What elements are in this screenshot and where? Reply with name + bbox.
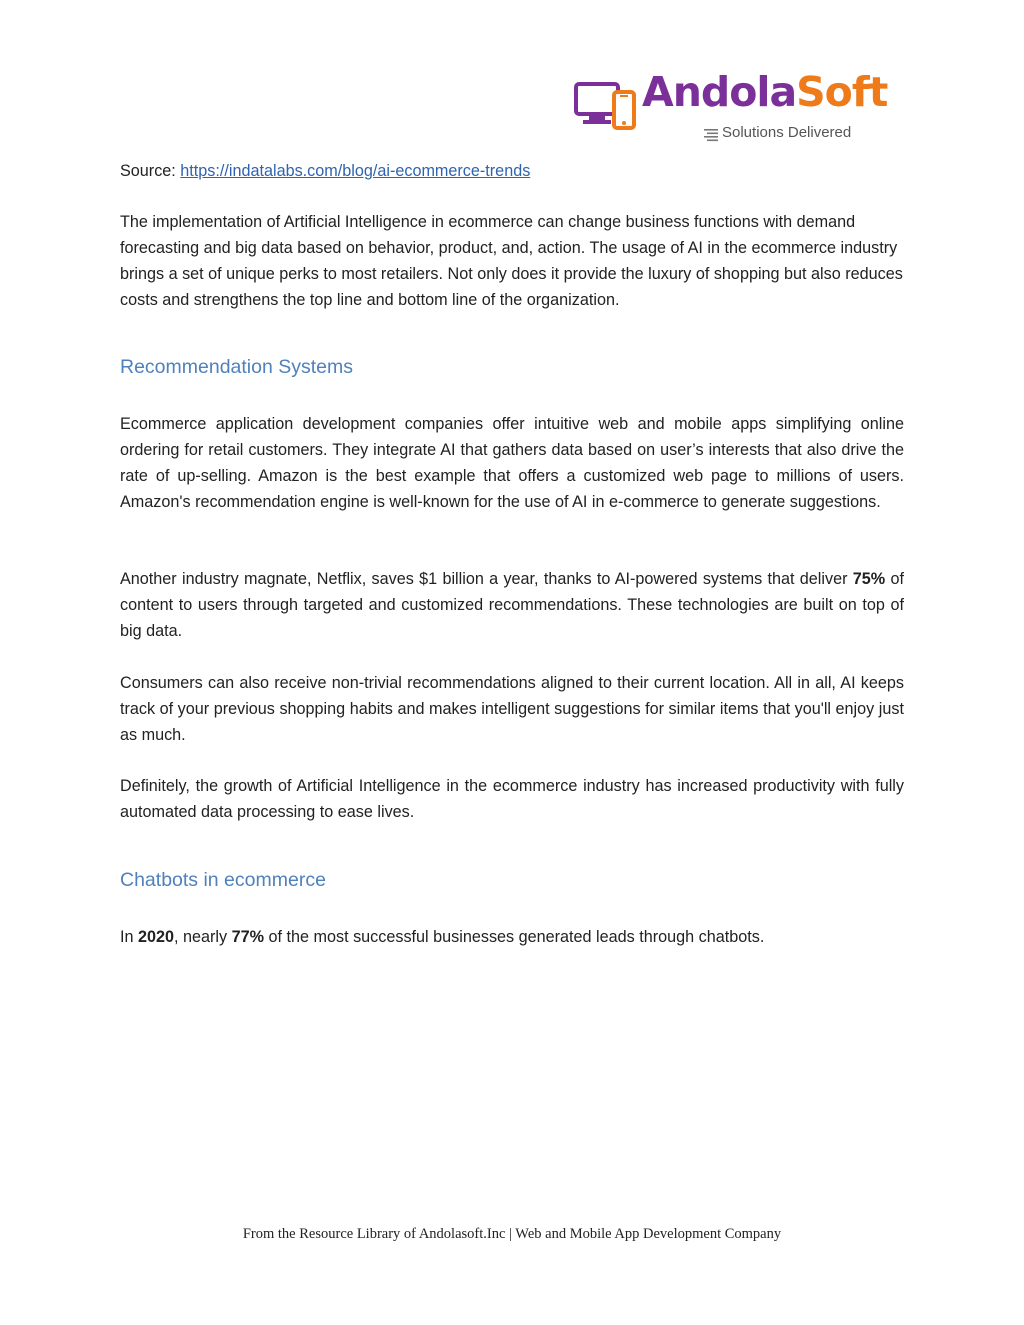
recommendation-paragraph-4: Definitely, the growth of Artificial Intelligence in the ecommerce industry has increased productivity with fully automated data processing to ease lives. [120, 777, 904, 821]
logo-name-part2: Soft [796, 68, 888, 116]
source-link[interactable]: https://indatalabs.com/blog/ai-ecommerce-trends [180, 162, 531, 180]
intro-paragraph: The implementation of Artificial Intelligence in ecommerce can change business functions with demand forecasting and big data based on behavior, product, and, action. The usage of AI in the ecommerce industry brings a set of unique perks to most retailers. Not only does it provide the luxury of shopping but also reduces costs and strengthens the top line and bottom line of the organization. [120, 213, 903, 309]
recommendation-paragraph-3: Consumers can also receive non-trivial recommendations aligned to their current location. All in all, AI keeps track of your previous shopping habits and makes intelligent suggestions for similar items that you'll enjoy just as much. [120, 674, 904, 744]
source-label: Source: [120, 162, 181, 180]
chatbots-year: 2020 [138, 928, 175, 946]
chatbots-heading: Chatbots in ecommerce [120, 869, 326, 891]
chatbots-paragraph [120, 924, 904, 950]
page-footer: From the Resource Library of Andolasoft.Inc | Web and Mobile App Development Company [242, 1226, 782, 1242]
logo-name-part1: Andola [642, 68, 797, 116]
chatbots-text-e: of the most successful businesses generated leads through chatbots. [264, 928, 765, 946]
netflix-text-before: Another industry magnate, Netflix, saves $1 billion a year, thanks to AI-powered systems that deliver [120, 570, 853, 588]
monitor-phone-icon [574, 80, 638, 132]
logo-wordmark [642, 68, 888, 116]
logo-tagline: Solutions Delivered [722, 124, 852, 141]
recommendation-systems-heading: Recommendation Systems [120, 356, 354, 378]
netflix-percentage: 75% [852, 570, 886, 588]
chatbots-percentage: 77% [231, 928, 265, 946]
recommendation-paragraph-2 [120, 566, 904, 644]
chatbots-text-c: , nearly [174, 928, 232, 946]
tagline-lines-icon [704, 128, 720, 142]
netflix-text-after: of content to users through targeted and customized recommendations. These technologies are built on top of big data. [120, 570, 904, 640]
chatbots-text-a: In [120, 928, 138, 946]
recommendation-paragraph-1: Ecommerce application development companies offer intuitive web and mobile apps simplifying online ordering for retail customers. They integrate AI that gathers data based on user’s interests that also drive the rate of up-selling. Amazon is the best example that offers a customized web page to millions of users. Amazon's recommendation engine is well-known for the use of AI in e-commerce to generate suggestions. [120, 415, 904, 511]
andolasoft-logo [574, 68, 888, 150]
source-line [120, 158, 904, 184]
